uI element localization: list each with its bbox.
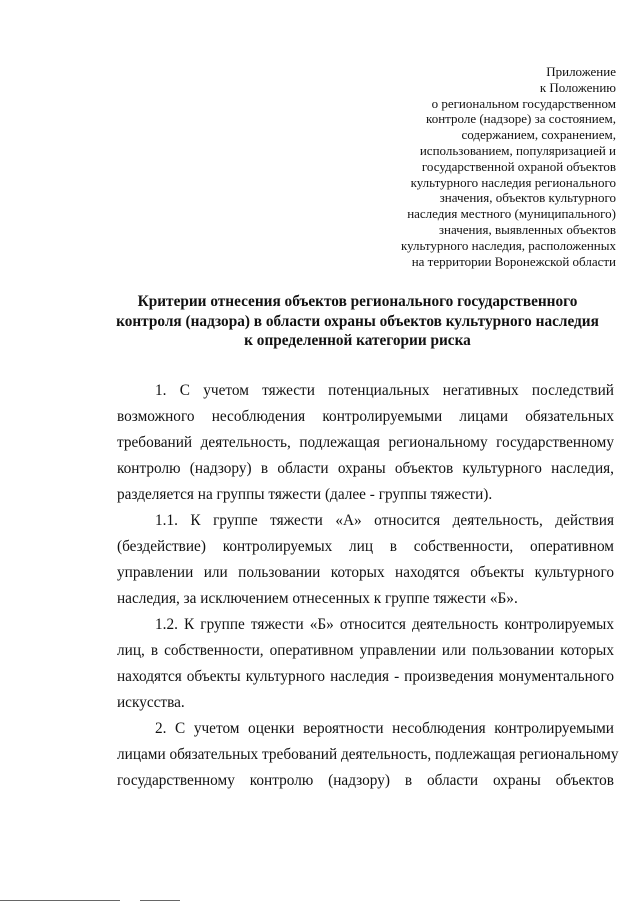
- appendix-line: на территории Воронежской области: [411, 253, 616, 269]
- title-line: Критерии отнесения объектов регионального государственного: [137, 293, 578, 310]
- paragraph-line: контролю (надзору) в области охраны объектов культурного наследия,: [117, 460, 614, 477]
- appendix-line: содержанием, сохранением,: [461, 127, 616, 143]
- appendix-line: государственной охраной объектов: [421, 158, 616, 174]
- paragraph-2: [117, 716, 619, 794]
- paragraph-line: 1.2. К группе тяжести «Б» относится деятельность контролируемых: [155, 616, 614, 633]
- appendix-header: [366, 64, 616, 269]
- paragraph-line: (бездействие) контролируемых лиц в собственности, оперативном: [117, 538, 614, 555]
- paragraph-line: лиц, в собственности, оперативном управлении или пользовании которых: [117, 642, 614, 659]
- appendix-line: значения, объектов культурного: [439, 190, 616, 206]
- paragraph-line: искусства.: [117, 694, 185, 711]
- appendix-line: о региональном государственном: [431, 95, 616, 111]
- appendix-line: Приложение: [546, 64, 616, 79]
- paragraph-line: 2. С учетом оценки вероятности несоблюдения контролируемыми: [155, 720, 614, 737]
- paragraph-line: разделяется на группы тяжести (далее - группы тяжести).: [117, 486, 493, 503]
- paragraph-line: государственному контролю (надзору) в области охраны объектов: [117, 772, 614, 789]
- paragraph-line: требований деятельность, подлежащая региональному государственному: [117, 434, 614, 451]
- paragraph-line: возможного несоблюдения контролируемыми лицами обязательных: [117, 408, 614, 425]
- appendix-line: значения, выявленных объектов: [438, 221, 616, 237]
- paragraph-line: лицами обязательных требований деятельность, подлежащая региональному: [117, 746, 619, 763]
- bottom-rule-segment: [140, 900, 180, 901]
- paragraph-line: 1. С учетом тяжести потенциальных негативных последствий: [155, 382, 614, 399]
- appendix-line: культурного наследия регионального: [410, 174, 616, 190]
- document-title: [105, 292, 610, 351]
- appendix-line: контроле (надзоре) за состоянием,: [426, 111, 616, 127]
- paragraph-line: находятся объекты культурного наследия - произведения монументального: [117, 668, 614, 685]
- paragraph-line: наследия, за исключением отнесенных к группе тяжести «Б».: [117, 590, 518, 607]
- paragraph-1-1: [117, 508, 614, 612]
- appendix-line: использованием, популяризацией и: [419, 142, 616, 158]
- paragraph-line: 1.1. К группе тяжести «А» относится деятельность, действия: [155, 512, 614, 529]
- paragraph-1-2: [117, 612, 614, 716]
- paragraph-line: управлении или пользовании которых находятся объекты культурного: [117, 564, 614, 581]
- appendix-line: культурного наследия, расположенных: [400, 237, 616, 253]
- document-body: [117, 378, 619, 794]
- bottom-rule-segment: [0, 900, 120, 901]
- paragraph-1: [117, 378, 614, 508]
- title-line: контроля (надзора) в области охраны объектов культурного наследия: [116, 312, 599, 330]
- appendix-line: наследия местного (муниципального): [407, 206, 616, 222]
- appendix-line: к Положению: [539, 79, 616, 95]
- title-line: к определенной категории риска: [244, 332, 471, 350]
